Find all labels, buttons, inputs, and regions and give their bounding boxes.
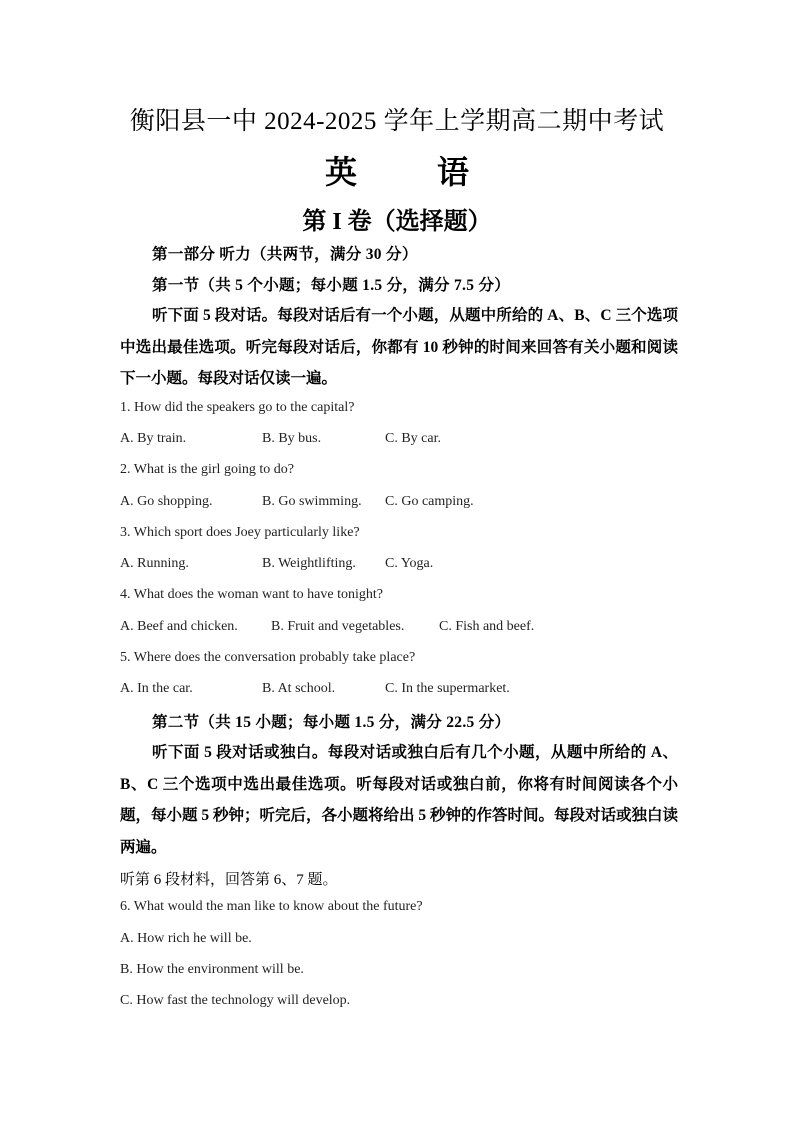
option-c: C. Yoga. — [385, 556, 434, 571]
question-4: 4. What does the woman want to have tonight? — [120, 587, 383, 602]
option-b: B. Weightlifting. — [262, 556, 356, 571]
option-c: C. Go camping. — [385, 494, 474, 509]
option-b: B. Go swimming. — [262, 494, 362, 509]
section1-instructions: 听下面 5 段对话。每段对话后有一个小题，从题中所给的 A、B、C 三个选项中选出最佳选项。听完每段对话后，你都有 10 秒钟的时间来回答有关小题和阅读下一小题。每段对话仅读一遍。 — [120, 307, 678, 387]
option-b: B. Fruit and vegetables. — [271, 619, 405, 634]
option-c: C. In the supermarket. — [385, 681, 510, 696]
question-6: 6. What would the man like to know about the future? — [120, 899, 423, 914]
question-6-option-c: C. How fast the technology will develop. — [120, 993, 351, 1008]
question-2: 2. What is the girl going to do? — [120, 462, 294, 477]
question-6-option-a: A. How rich he will be. — [120, 931, 252, 946]
option-a: A. Go shopping. — [120, 494, 213, 509]
option-c: C. By car. — [385, 431, 441, 446]
part1-heading: 第一部分 听力（共两节，满分 30 分） — [152, 246, 418, 263]
volume-title: 第 I 卷（选择题） — [302, 209, 492, 235]
option-a: A. Beef and chicken. — [120, 619, 238, 634]
option-a: A. In the car. — [120, 681, 193, 696]
material-instruction: 听第 6 段材料，回答第 6、7 题。 — [120, 872, 338, 888]
section1-heading: 第一节（共 5 个小题；每小题 1.5 分，满分 7.5 分） — [152, 277, 511, 294]
option-c: C. Fish and beef. — [439, 619, 535, 634]
option-b: B. By bus. — [262, 431, 322, 446]
question-5: 5. Where does the conversation probably take place? — [120, 650, 416, 665]
section2-instructions: 听下面 5 段对话或独白。每段对话或独白后有几个小题，从题中所给的 A、B、C 三个选项中选出最佳选项。听每段对话或独白前，你将有时间阅读各个小题，每小题 5 秒钟；听完后，各小题将给出 5 秒钟的作答时间。每段对话或独白读两遍。 — [120, 744, 679, 856]
question-3: 3. Which sport does Joey particularly like? — [120, 525, 360, 540]
option-b: B. At school. — [262, 681, 336, 696]
section2-heading: 第二节（共 15 小题；每小题 1.5 分，满分 22.5 分） — [152, 714, 511, 731]
option-a: A. Running. — [120, 556, 189, 571]
subject-title: 英 语 — [324, 154, 505, 190]
exam-title: 衡阳县一中 2024-2025 学年上学期高二期中考试 — [129, 108, 665, 135]
question-6-option-b: B. How the environment will be. — [120, 962, 304, 977]
option-a: A. By train. — [120, 431, 187, 446]
question-1: 1. How did the speakers go to the capital? — [120, 400, 355, 415]
